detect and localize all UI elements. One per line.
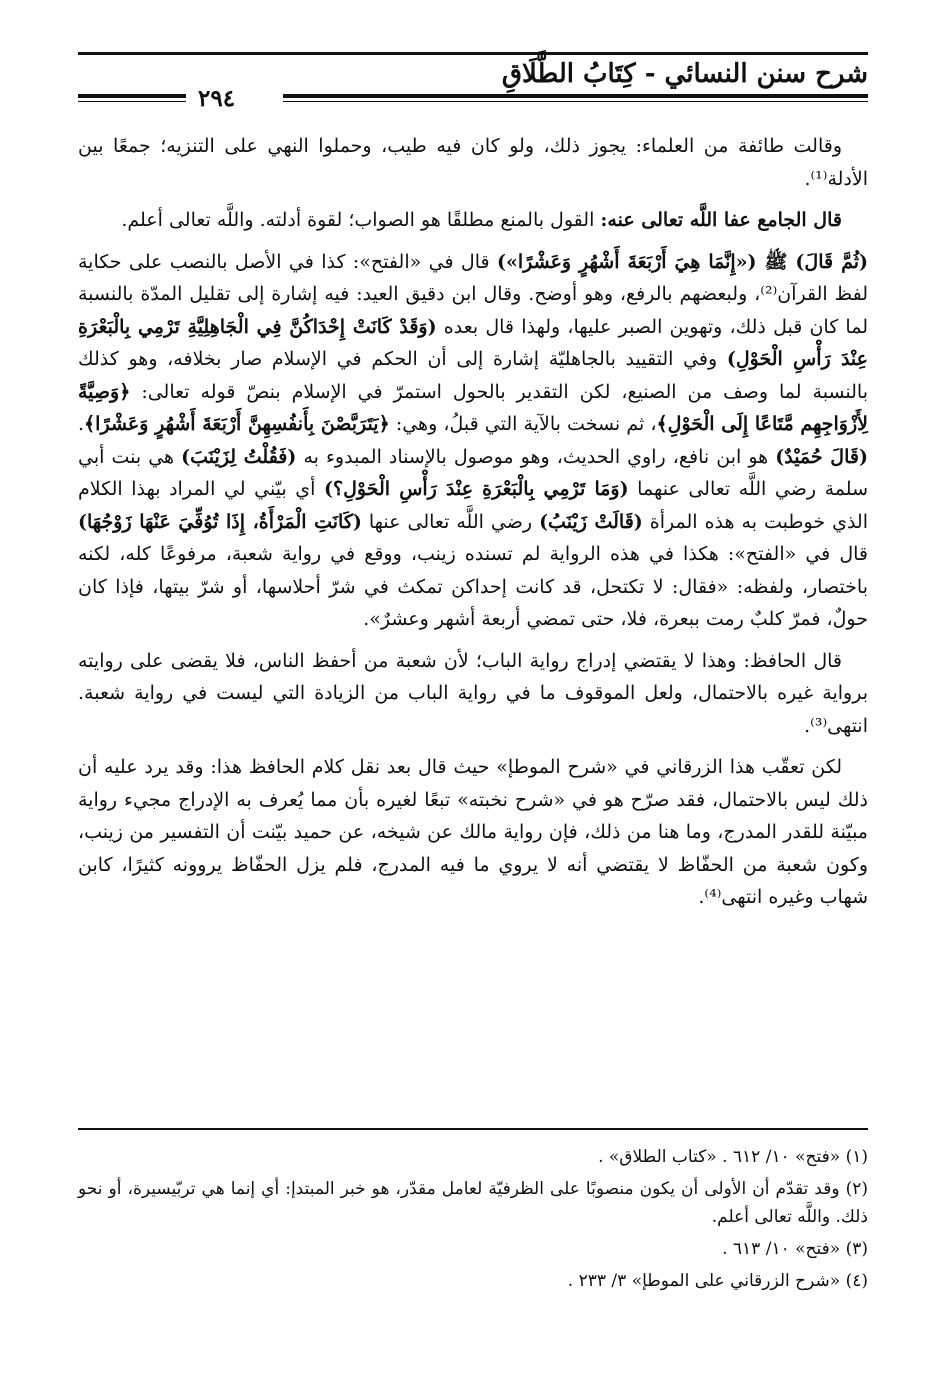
hadith-quote-5: (وَمَا تَرْمِي بِالْبَعْرَةِ عِنْدَ رَأْسِ الْحَوْلِ؟) (324, 478, 629, 500)
footnotes (78, 1143, 868, 1299)
hadith-quote-4: (فَقُلْتُ لِزَيْنَبَ) (181, 445, 297, 468)
page-header (78, 52, 868, 112)
header-top-rule (78, 52, 868, 55)
jami-heading: قال الجامع عفا اللَّه تعالى عنه: (600, 209, 842, 231)
header-rule-right-thin (283, 101, 868, 102)
commentary-1: قال في «الفتح»: كذا في الأصل بالنصب على حكاية لفظ القرآن⁽²⁾، ولبعضهم بالرفع، وهو أوضح. وقال ابن دقيق العيد: فيه إشارة إلى تقليل المدّة بالنسبة لما كان قبل ذلك، وتهوين الصبر عليها، ولهذا قال بعده (78, 250, 868, 338)
page-number: ٢٩٤ (198, 85, 236, 112)
commentary-6: هي بنت أبي سلمة رضي اللَّه تعالى عنهما (78, 445, 868, 500)
hadith-quote-3: (قَالَ حُمَيْدٌ) (775, 445, 868, 468)
paragraph-2-text: القول بالمنع مطلقًا هو الصواب؛ لقوة أدلته. واللَّه تعالى أعلم. (121, 209, 601, 231)
paragraph-1: وقالت طائفة من العلماء: يجوز ذلك، ولو كان فيه طيب، وحملوا النهي على التنزيه؛ جمعًا بين الأدلة⁽¹⁾. (78, 135, 868, 190)
header-rule-left (78, 94, 186, 98)
commentary-7: أي بيّني لي المراد بهذا الكلام الذي خوطبت به هذه المرأة (78, 478, 868, 533)
footnote-4: (٤) «شرح الزرقاني على الموطإ» ٣/ ٢٣٣ . (567, 1271, 868, 1291)
quran-verse-1: ﴿وَصِيَّةً لِأَزْوَاجِهِم مَّتَاعًا إِلَى الْحَوْلِ﴾ (78, 380, 868, 435)
footnote-2: (٢) وقد تقدّم أن الأولى أن يكون منصوبًا على الظرفيّة لعامل مقدّر، هو خبر المبتدإ: أي إنما هي تربّيسيرة، أو نحو ذلك. واللَّه تعالى أعلم. (78, 1179, 868, 1227)
commentary-5: هو ابن نافع، راوي الحديث، وهو موصول بالإسناد المبدوء به (296, 445, 776, 468)
hadith-quote-7: (كَانَتِ الْمَرْأَةُ، إِذَا تُوُفِّيَ عَنْهَا زَوْجُهَا) (78, 510, 362, 533)
header-rule-right (283, 94, 868, 98)
paragraph-4: قال الحافظ: وهذا لا يقتضي إدراج رواية الباب؛ لأن شعبة من أحفظ الناس، فلا يقضى على روايته برواية غيره بالاحتمال، ولعل الموقوف ما في رواية الباب من الزيادة التي ليست في رواية شعبة. انتهى⁽³⁾. (78, 649, 868, 737)
commentary-9: قال في «الفتح»: هكذا في هذه الرواية لم تسنده زينب، ووقع في رواية شعبة، مرفوعًا كله، لكنه باختصار، ولفظه: «فقال: لا تكتحل، قد كانت إحداكن تمكث في شرّ أحلاسها، أو شرّ بيتها، فإذا كان حولٌ، فمرّ كلبٌ رمت ببعرة، فلا، حتى تمضي أربعة أشهر وعشرٌ». (78, 543, 868, 630)
running-title: شرح سنن النسائي - كِتَابُ الطَّلَاقِ (501, 59, 868, 89)
paragraph-2 (78, 204, 868, 237)
hadith-quote-6: (قَالَتْ زَيْنَبُ) (539, 510, 643, 533)
footnote-separator (78, 1128, 868, 1130)
hadith-quote-2: (وَقَدْ كَانَتْ إِحْدَاكُنَّ فِي الْجَاهِلِيَّةِ تَرْمِي بِالْبَعْرَةِ عِنْدَ رَأْسِ الْحَوْلِ) (78, 315, 868, 370)
main-text (78, 130, 868, 923)
commentary-2: وفي التقييد بالجاهليّة إشارة إلى أن الحكم في الإسلام صار بخلافه، وهو كذلك بالنسبة لما وصف من الصنيع، لكن التقدير بالحول استمرّ في الإسلام بنصّ قوله تعالى: (78, 348, 868, 403)
commentary-4: . (78, 413, 85, 435)
header-rule-left-thin (78, 101, 186, 102)
quran-verse-2: ﴿يَتَرَبَّصْنَ بِأَنفُسِهِنَّ أَرْبَعَةَ أَشْهُرٍ وَعَشْرًا﴾ (84, 413, 390, 435)
commentary-8: رضي اللَّه تعالى عنها (361, 510, 540, 533)
footnote-1: (١) «فتح» ١٠/ ٦١٢ . «كتاب الطلاق» . (598, 1147, 868, 1167)
commentary-3: ، ثم نسخت بالآية التي قبلُ، وهي: (389, 413, 657, 435)
paragraph-3 (78, 246, 868, 636)
paragraph-5: لكن تعقّب هذا الزرقاني في «شرح الموطإ» حيث قال بعد نقل كلام الحافظ هذا: وقد يرد عليه أن ذلك ليس بالاحتمال، فقد صرّح هو في «شرح نخبته» تبعًا لغيره بأن مما يُعرف به الإدراج مجيء رواية مبيّنة للقدر المدرج، وما هنا من ذلك، فإن رواية مالك عن شيخه، عن حميد بيّنت أن التفسير من زينب، وكون شعبة من الحفّاظ لا يقتضي أنه لا يروي ما فيه المدرج، فلم يزل الحفّاظ يروونه كثيرًا، كابن شهاب وغيره انتهى⁽⁴⁾. (78, 756, 868, 908)
hadith-quote-1: (ثُمَّ قَالَ) ﷺ («إِنَّمَا هِيَ أَرْبَعَةَ أَشْهُرٍ وَعَشْرًا») (497, 250, 868, 273)
footnote-3: (٣) «فتح» ١٠/ ٦١٣ . (722, 1239, 868, 1259)
